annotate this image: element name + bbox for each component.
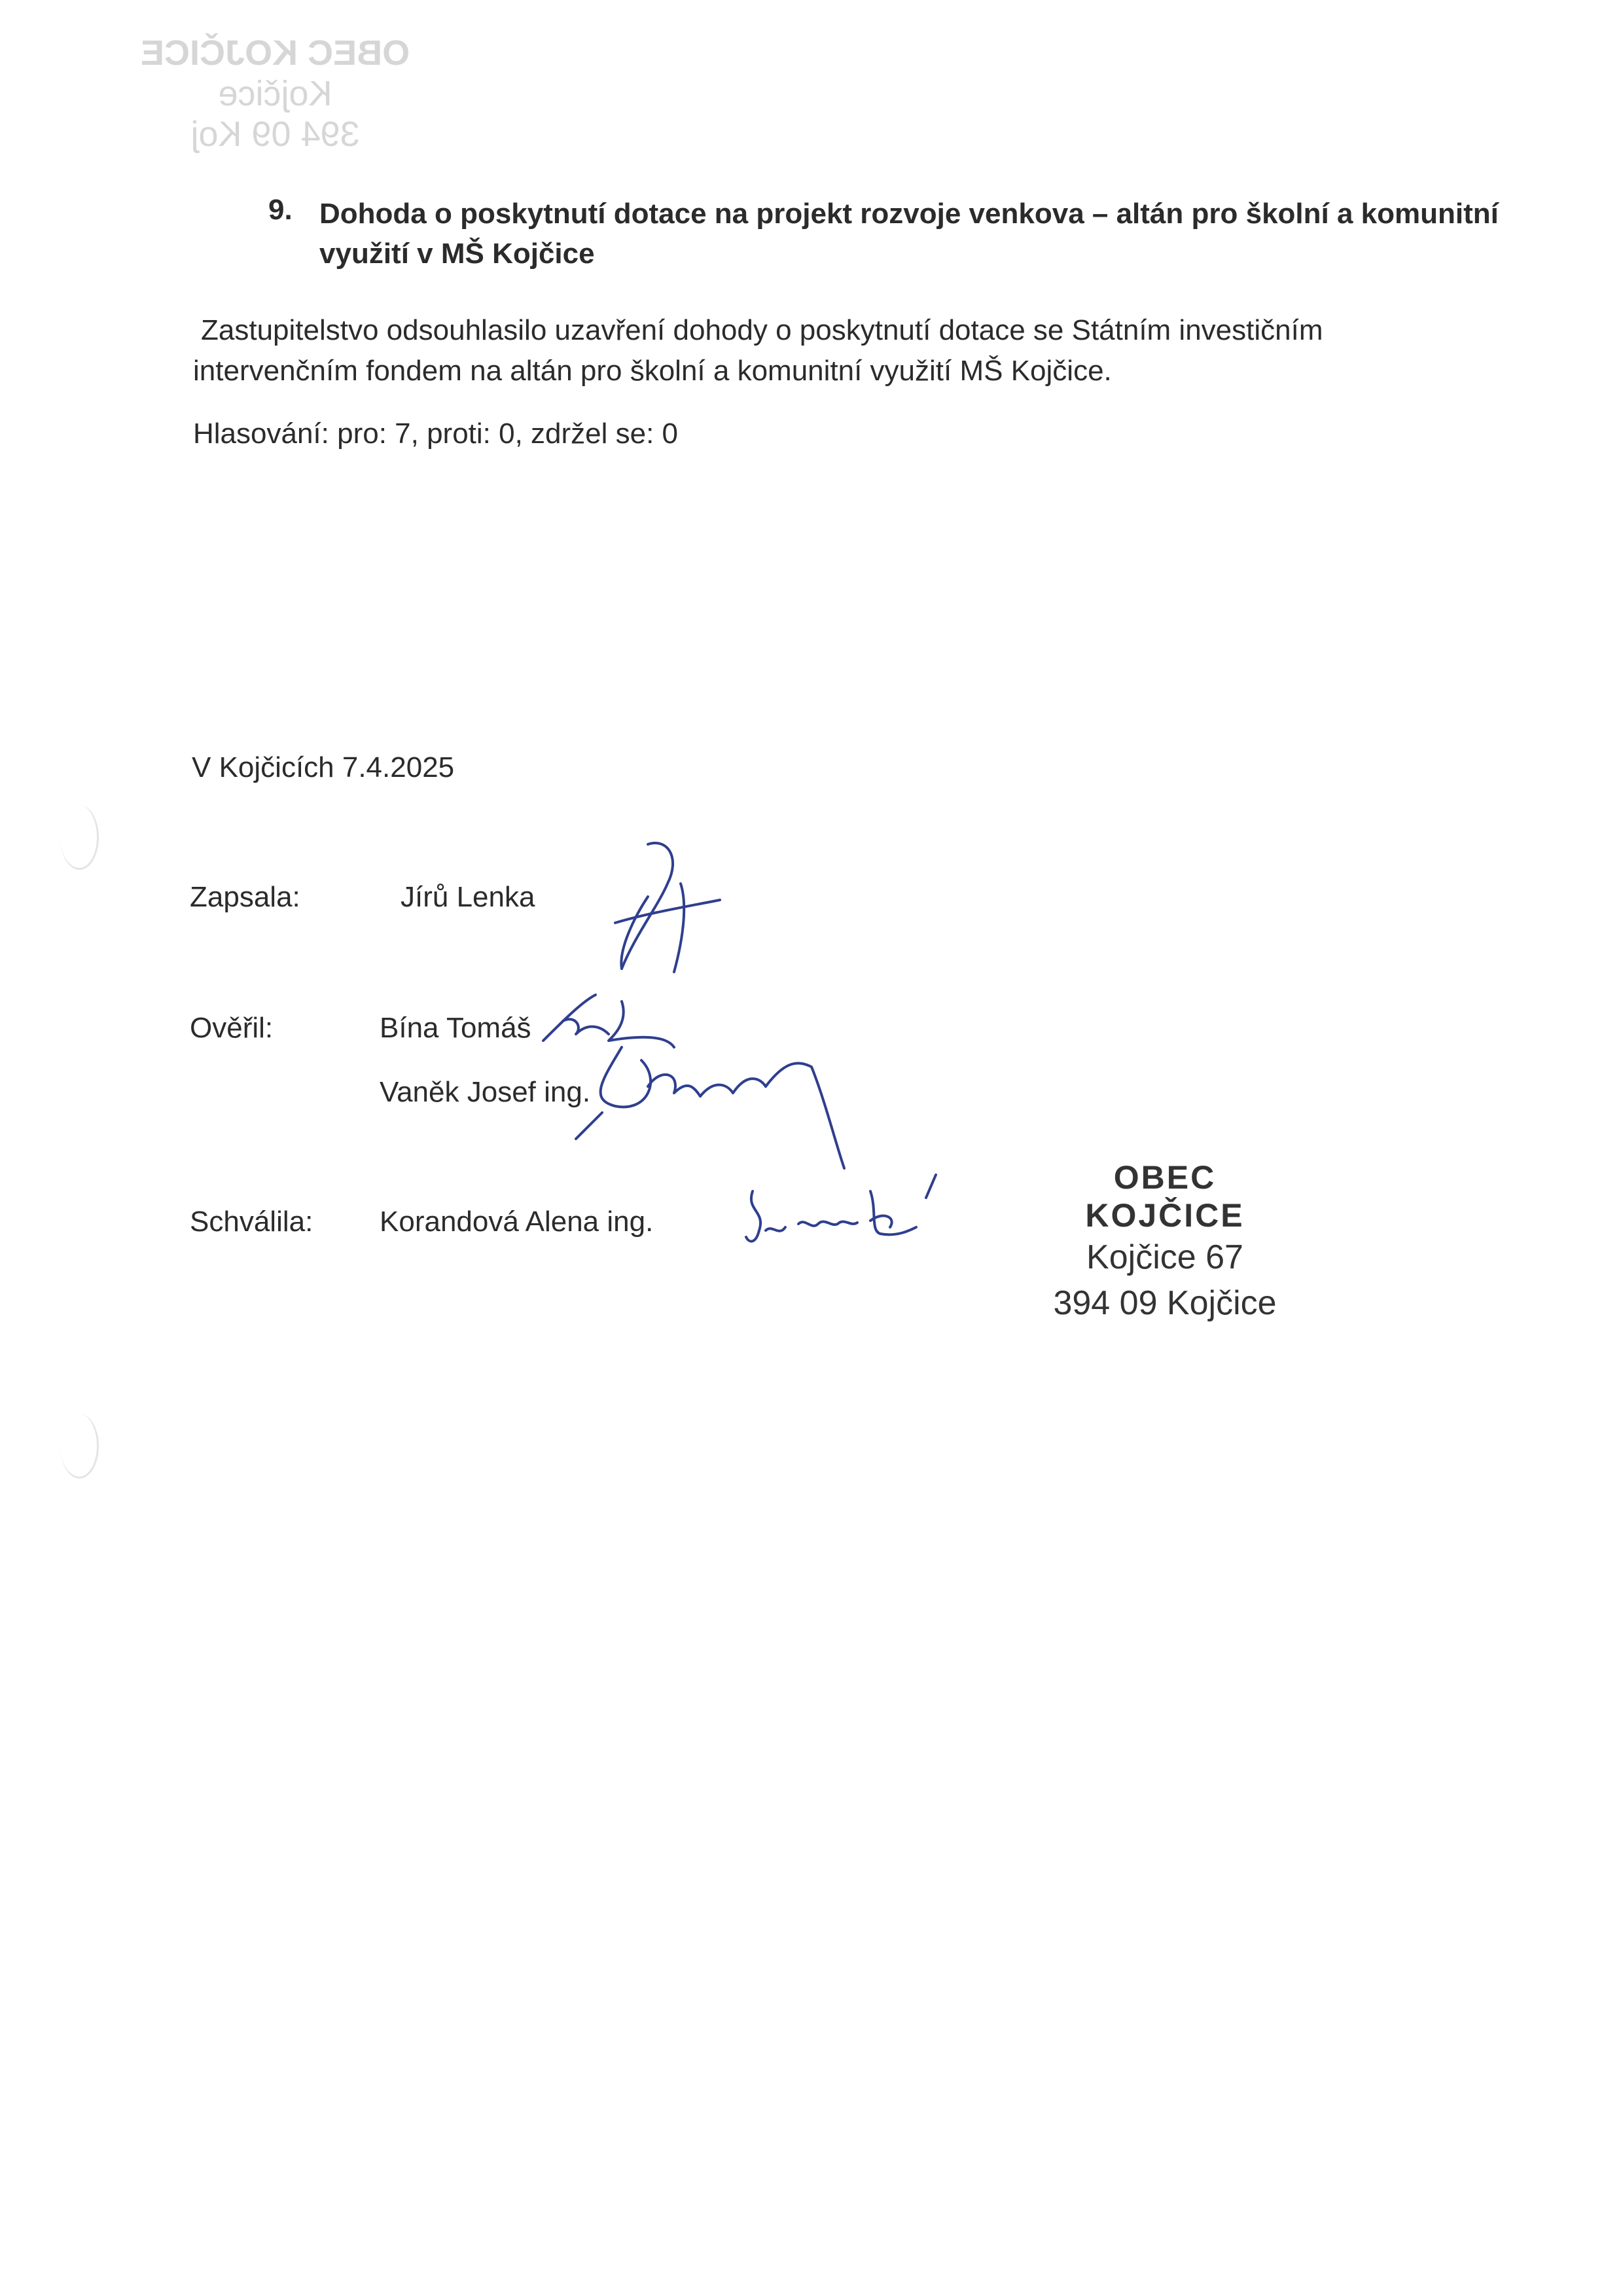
place-and-date: V Kojčicích 7.4.2025 — [192, 751, 455, 783]
recorded-by-name: Jírů Lenka — [401, 881, 535, 913]
voting-result: Hlasování: pro: 7, proti: 0, zdržel se: 0 — [193, 418, 679, 450]
signature-bina-vanek — [537, 988, 851, 1172]
stamp-address: Kojčice 67 — [1086, 1238, 1243, 1276]
resolution-text — [193, 310, 1502, 391]
municipal-stamp — [1047, 1158, 1283, 1326]
signature-jiru — [609, 838, 726, 975]
punch-hole-mark — [60, 1414, 99, 1479]
agenda-item-number: 9. — [268, 194, 293, 226]
punch-hole-mark — [60, 805, 99, 870]
verified-by-name-2: Vaněk Josef ing. — [380, 1076, 591, 1108]
signature-korandova — [740, 1172, 962, 1257]
recorded-by-label: Zapsala: — [190, 881, 300, 913]
verified-by-label: Ověřil: — [190, 1012, 274, 1044]
ghost-stamp-line: Kojčice — [218, 74, 332, 113]
stamp-postcode-city: 394 09 Kojčice — [1053, 1284, 1277, 1322]
stamp-name: OBEC KOJČICE — [1085, 1159, 1245, 1234]
resolution-line: intervenčním fondem na altán pro školní a komunitní využití MŠ Kojčice. — [193, 355, 1112, 387]
approved-by-label: Schválila: — [190, 1206, 313, 1238]
approved-by-name: Korandová Alena ing. — [380, 1206, 654, 1238]
verified-by-name-1: Bína Tomáš — [380, 1012, 531, 1044]
ghost-stamp-line: OBEC KOJČICE — [141, 33, 410, 73]
resolution-line: Zastupitelstvo odsouhlasilo uzavření dohody o poskytnutí dotace se Státním investičním — [201, 314, 1323, 346]
bleed-through-stamp — [141, 33, 410, 154]
ghost-stamp-line: 394 09 Koj — [190, 115, 360, 154]
agenda-item-title: Dohoda o poskytnutí dotace na projekt rozvoje venkova – altán pro školní a komunitní využití v MŠ Kojčice — [319, 198, 1499, 270]
